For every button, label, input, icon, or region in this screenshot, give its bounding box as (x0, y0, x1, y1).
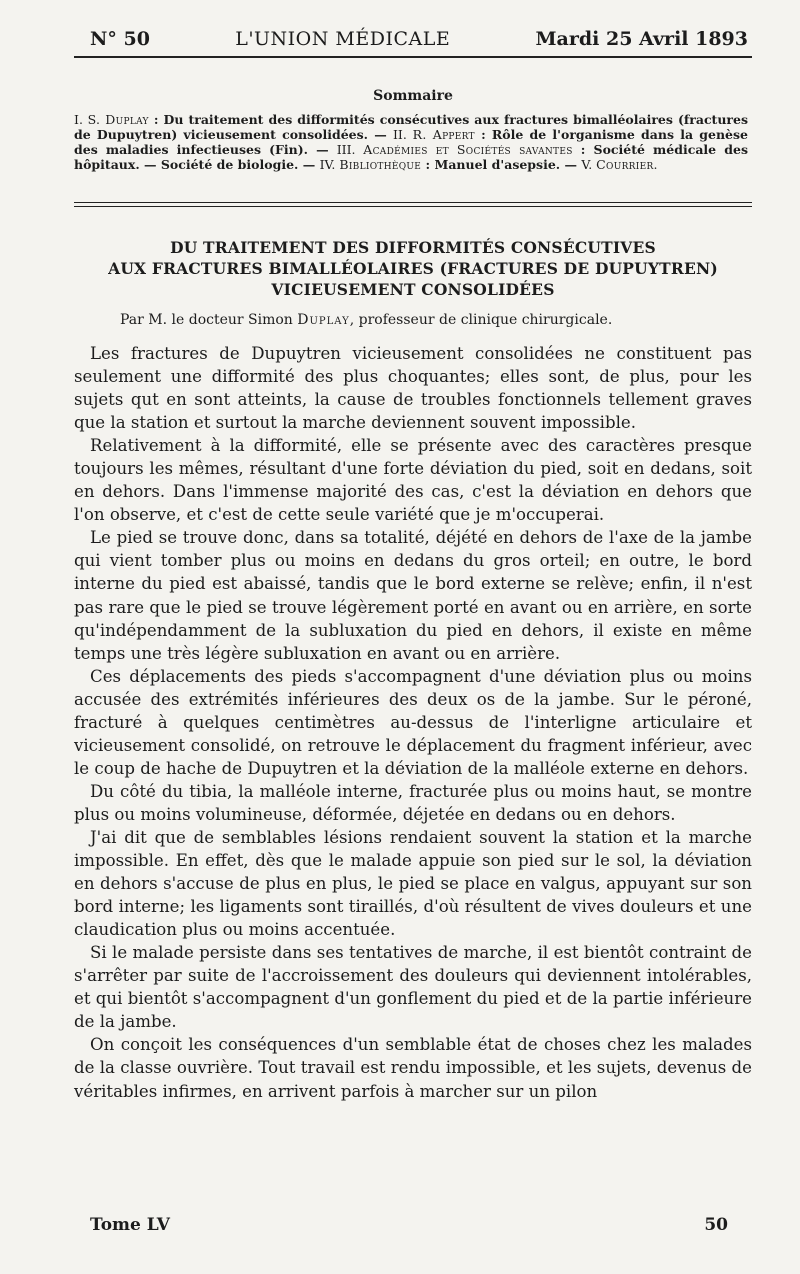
double-rule (74, 202, 752, 207)
summary-item-1-text: : Du traitement des difformités consécutives aux fractures bimalléolaires (fractures de Dupuytren) vicieusement consolidées. — (74, 112, 748, 142)
paragraph: Ces déplacements des pieds s'accompagnent d'une déviation plus ou moins accusée des extrémités inférieures des deux os de la jambe. Sur le péroné, fracturé à quelques centimètres au-dessus de l'interligne articulaire et vicieusement consolidé, on retrouve le déplacement du fragment inférieur, avec le coup de hache de Dupuytren et la déviation de la malléole externe en dehors. (74, 666, 752, 778)
issue-number: N° 50 (90, 28, 150, 50)
article-title (74, 237, 752, 300)
article-title-line-3: VICIEUSEMENT CONSOLIDÉES (271, 280, 555, 299)
summary-text (74, 112, 752, 172)
summary-item-4-section: Bibliothèque (339, 157, 422, 172)
article-title-line-2: AUX FRACTURES BIMALLÉOLAIRES (FRACTURES DE DUPUYTREN) (108, 259, 718, 278)
summary-item-3-section: Académies et Sociétés savantes (363, 142, 573, 157)
summary-item-4-text: : Manuel d'asepsie. — (421, 157, 582, 172)
paragraph: Si le malade persiste dans ses tentatives de marche, il est bientôt contraint de s'arrêter par suite de l'accroissement des douleurs qui deviennent intolérables, et qui bientôt s'accompagnent d'un gonflement du pied et de la partie inférieure de la jambe. (74, 943, 752, 1032)
paragraph: On conçoit les conséquences d'un semblable état de choses chez les malades de la classe ouvrière. Tout travail est rendu impossible, et les sujets, devenus de véritables infirmes, en arrivent parfois à marcher sur un pilon (74, 1035, 752, 1101)
paragraph: Les fractures de Dupuytren vicieusement consolidées ne constituent pas seulement une difformité des plus choquantes; elles sont, de plus, pour les sujets qut en sont atteints, la cause de troubles fonctionnels tellement graves que la station et surtout la marche deviennent souvent impossible. (74, 344, 752, 433)
footer-page-number: 50 (704, 1215, 728, 1235)
article-byline (120, 312, 752, 328)
page-footer (90, 1215, 728, 1235)
page-header (74, 28, 752, 50)
paragraph: Relativement à la difformité, elle se présente avec des caractères presque toujours les mêmes, résultant d'une forte déviation du pied, soit en dedans, soit en dehors. Dans l'immense majorité des cas, c'est la déviation en dehors que l'on observe, et c'est de cette seule variété que je m'occuperai. (74, 436, 752, 525)
byline-prefix: Par M. le docteur Simon (120, 312, 293, 328)
article-title-line-1: DU TRAITEMENT DES DIFFORMITÉS CONSÉCUTIVES (170, 238, 656, 257)
paragraph: J'ai dit que de semblables lésions rendaient souvent la station et la marche impossible. En effet, dès que le malade appuie son pied sur le sol, la déviation en dehors s'accuse de plus en plus, le pied se place en valgus, appuyant sur son bord interne; les ligaments sont tiraillés, d'où résultent de vives douleurs et une claudication plus ou moins accentuée. (74, 827, 752, 940)
byline-author: Duplay (297, 312, 350, 328)
summary-item-5-section: Courrier. (596, 157, 658, 172)
summary-item-3-text: : Société médicale des hôpitaux. — Société de biologie. — (74, 142, 748, 172)
section-separator (74, 202, 752, 207)
summary-item-5-num: V. (581, 157, 593, 172)
summary-item-3-num: III. (336, 142, 356, 157)
journal-title: L'UNION MÉDICALE (235, 28, 451, 50)
paragraph: Le pied se trouve donc, dans sa totalité, déjété en dehors de l'axe de la jambe qui vient tomber plus ou moins en dedans du gros orteil; en outre, le bord interne du pied est abaissé, tandis que le bord externe se relève; enfin, il n'est pas rare que le pied se trouve légèrement porté en avant ou en arrière, en sorte qu'indépendamment de la subluxation du pied en dehors, il existe en même temps une très légère subluxation en avant ou en arrière. (74, 528, 752, 663)
paragraph: Du côté du tibia, la malléole interne, fracturée plus ou moins haut, se montre plus ou moins volumineuse, déformée, déjetée en dedans ou en dehors. (74, 781, 752, 824)
footer-tome: Tome LV (90, 1215, 170, 1235)
summary-item-2-author: R. Appert (412, 127, 475, 142)
byline-suffix: , professeur de clinique chirurgicale. (349, 312, 613, 328)
summary-item-2-num: II. (392, 127, 407, 142)
summary-title: Sommaire (373, 88, 453, 104)
summary-item-1-num: I. (74, 112, 83, 127)
header-rule (74, 56, 752, 58)
summary-item-1-author: S. Duplay (87, 112, 149, 127)
summary-item-2-text: : Rôle de l'organisme dans la genèse des maladies infectieuses (Fin). — (74, 127, 748, 157)
article-body (74, 342, 752, 1103)
issue-date: Mardi 25 Avril 1893 (535, 28, 748, 50)
summary-item-4-num: IV. (319, 157, 336, 172)
